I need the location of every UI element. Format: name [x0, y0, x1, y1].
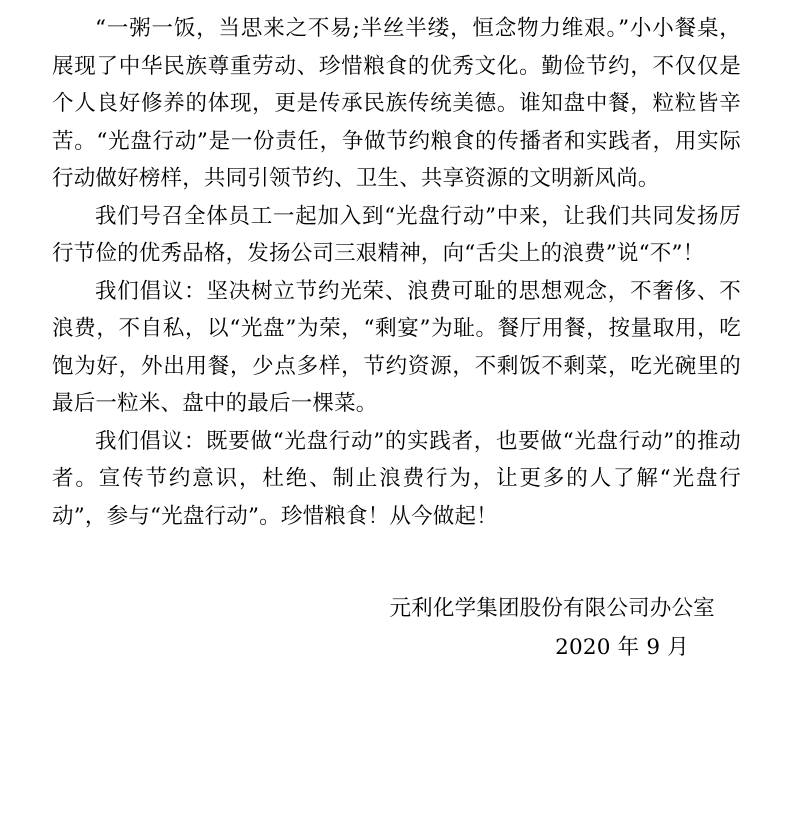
paragraph-2: 我们号召全体员工一起加入到“光盘行动”中来，让我们共同发扬厉行节俭的优秀品格，发扬公司三艰精神，向“舌尖上的浪费”说“不”！ — [52, 203, 741, 266]
signature-date: 2020 年 9 月 — [555, 635, 689, 660]
document-body — [52, 10, 741, 667]
paragraph-4: 我们倡议：既要做“光盘行动”的实践者，也要做“光盘行动”的推动者。宣传节约意识，杜绝、制止浪费行为，让更多的人了解“光盘行动”，参与“光盘行动”。珍惜粮食！从今做起！ — [52, 428, 741, 529]
paragraph-1: “一粥一饭，当思来之不易;半丝半缕，恒念物力维艰。”小小餐桌，展现了中华民族尊重劳动、珍惜粮食的优秀文化。勤俭节约，不仅仅是个人良好修养的体现，更是传承民族传统美德。谁知盘中餐，粒粒皆辛苦。“光盘行动”是一份责任，争做节约粮食的传播者和实践者，用实际行动做好榜样，共同引领节约、卫生、共享资源的文明新风尚。 — [52, 16, 741, 191]
paragraph-3: 我们倡议：坚决树立节约光荣、浪费可耻的思想观念，不奢侈、不浪费，不自私，以“光盘”为荣，“剩宴”为耻。餐厅用餐，按量取用，吃饱为好，外出用餐，少点多样，节约资源，不剩饭不剩菜，吃光碗里的最后一粒米、盘中的最后一棵菜。 — [52, 278, 741, 416]
signature-block — [52, 589, 741, 667]
signature-organization: 元利化学集团股份有限公司办公室 — [389, 596, 715, 621]
